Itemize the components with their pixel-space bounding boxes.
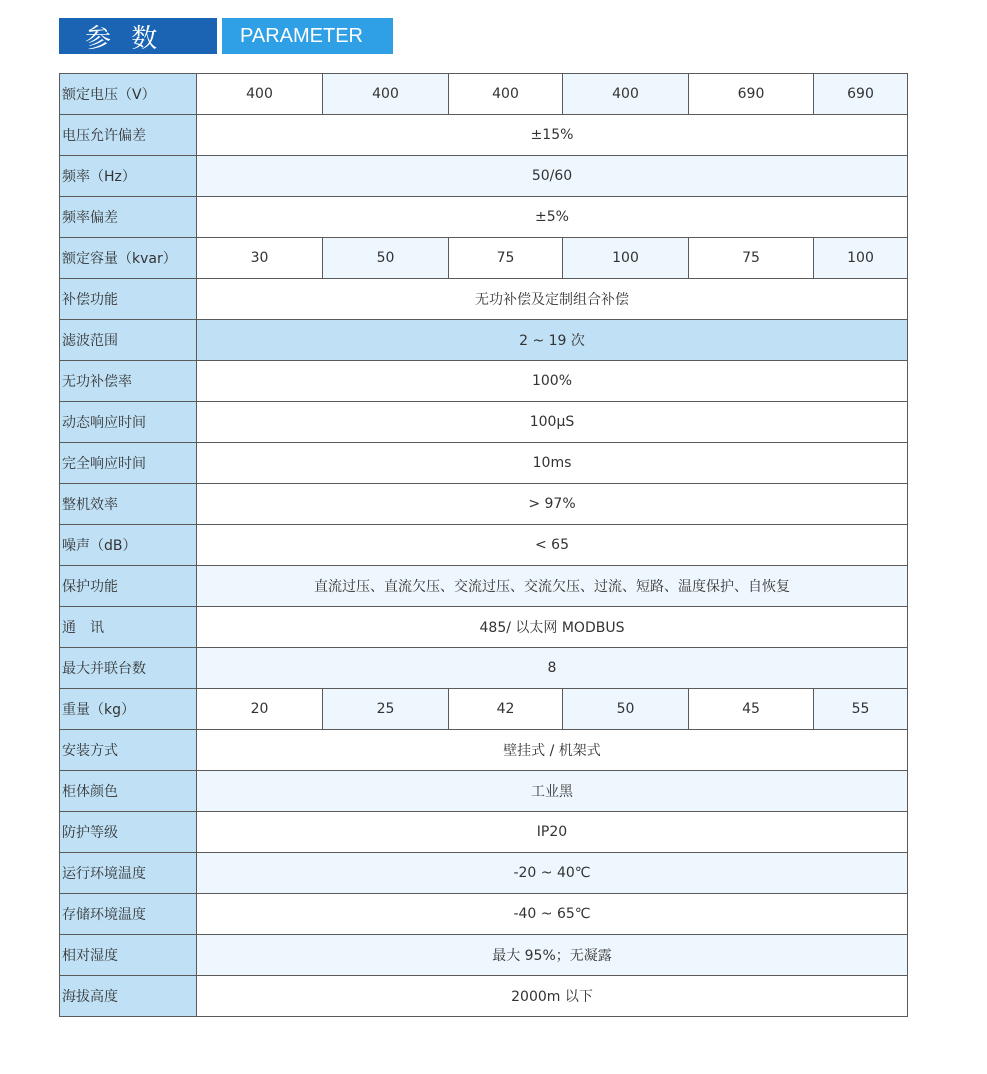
value-cell: 最大 95%；无凝露	[197, 935, 908, 976]
row-label: 相对湿度	[60, 935, 197, 976]
table-row-humidity	[60, 935, 908, 976]
value-cell: 100	[814, 238, 908, 279]
table-row-cabinet-color	[60, 771, 908, 812]
value-cell: 690	[689, 74, 814, 115]
table-row-filter-range	[60, 320, 908, 361]
row-label: 海拔高度	[60, 976, 197, 1017]
value-cell: 10ms	[197, 443, 908, 484]
row-label: 额定容量（kvar）	[60, 238, 197, 279]
row-label: 额定电压（V）	[60, 74, 197, 115]
row-label: 完全响应时间	[60, 443, 197, 484]
value-cell: 75	[689, 238, 814, 279]
row-label: 无功补偿率	[60, 361, 197, 402]
value-cell: 30	[197, 238, 323, 279]
value-cell: 2 ~ 19 次	[197, 320, 908, 361]
value-cell: 42	[449, 689, 563, 730]
value-cell: -20 ~ 40℃	[197, 853, 908, 894]
table-row-voltage	[60, 74, 908, 115]
row-label: 重量（kg）	[60, 689, 197, 730]
table-row-parallel	[60, 648, 908, 689]
table-row-communication	[60, 607, 908, 648]
table-row-frequency-tolerance	[60, 197, 908, 238]
row-label: 整机效率	[60, 484, 197, 525]
value-cell: 直流过压、直流欠压、交流过压、交流欠压、过流、短路、温度保护、自恢复	[197, 566, 908, 607]
parameter-table	[59, 73, 908, 1017]
value-cell: 50	[323, 238, 449, 279]
table-row-voltage-tolerance	[60, 115, 908, 156]
value-cell: 8	[197, 648, 908, 689]
value-cell: 2000m 以下	[197, 976, 908, 1017]
table-row-dynamic-response	[60, 402, 908, 443]
value-cell: 400	[197, 74, 323, 115]
row-label: 存储环境温度	[60, 894, 197, 935]
value-cell: 100%	[197, 361, 908, 402]
value-cell: 无功补偿及定制组合补偿	[197, 279, 908, 320]
row-label: 噪声（dB）	[60, 525, 197, 566]
value-cell: 50	[563, 689, 689, 730]
value-cell: 485/ 以太网 MODBUS	[197, 607, 908, 648]
table-row-operating-temp	[60, 853, 908, 894]
value-cell: 400	[323, 74, 449, 115]
value-cell: ±5%	[197, 197, 908, 238]
table-row-altitude	[60, 976, 908, 1017]
value-cell: < 65	[197, 525, 908, 566]
value-cell: > 97%	[197, 484, 908, 525]
table-row-ip-rating	[60, 812, 908, 853]
value-cell: 50/60	[197, 156, 908, 197]
value-cell: 45	[689, 689, 814, 730]
table-row-weight	[60, 689, 908, 730]
table-row-efficiency	[60, 484, 908, 525]
row-label: 运行环境温度	[60, 853, 197, 894]
value-cell: IP20	[197, 812, 908, 853]
table-row-storage-temp	[60, 894, 908, 935]
value-cell: 400	[449, 74, 563, 115]
section-title-cn: 参 数	[59, 18, 217, 54]
table-row-install	[60, 730, 908, 771]
row-label: 频率偏差	[60, 197, 197, 238]
value-cell: 75	[449, 238, 563, 279]
value-cell: 工业黑	[197, 771, 908, 812]
value-cell: 690	[814, 74, 908, 115]
row-label: 通 讯	[60, 607, 197, 648]
table-row-compensation-function	[60, 279, 908, 320]
row-label: 电压允许偏差	[60, 115, 197, 156]
row-label: 补偿功能	[60, 279, 197, 320]
value-cell: ±15%	[197, 115, 908, 156]
value-cell: 20	[197, 689, 323, 730]
row-label: 柜体颜色	[60, 771, 197, 812]
value-cell: 100μS	[197, 402, 908, 443]
row-label: 安装方式	[60, 730, 197, 771]
row-label: 最大并联台数	[60, 648, 197, 689]
value-cell: 400	[563, 74, 689, 115]
table-row-protection	[60, 566, 908, 607]
value-cell: 壁挂式 / 机架式	[197, 730, 908, 771]
table-row-full-response	[60, 443, 908, 484]
table-row-noise	[60, 525, 908, 566]
section-title-en: PARAMETER	[222, 18, 393, 54]
row-label: 保护功能	[60, 566, 197, 607]
value-cell: 100	[563, 238, 689, 279]
value-cell: 55	[814, 689, 908, 730]
row-label: 滤波范围	[60, 320, 197, 361]
row-label: 防护等级	[60, 812, 197, 853]
value-cell: 25	[323, 689, 449, 730]
table-row-frequency	[60, 156, 908, 197]
row-label: 动态响应时间	[60, 402, 197, 443]
value-cell: -40 ~ 65℃	[197, 894, 908, 935]
table-row-capacity	[60, 238, 908, 279]
table-row-reactive-rate	[60, 361, 908, 402]
row-label: 频率（Hz）	[60, 156, 197, 197]
